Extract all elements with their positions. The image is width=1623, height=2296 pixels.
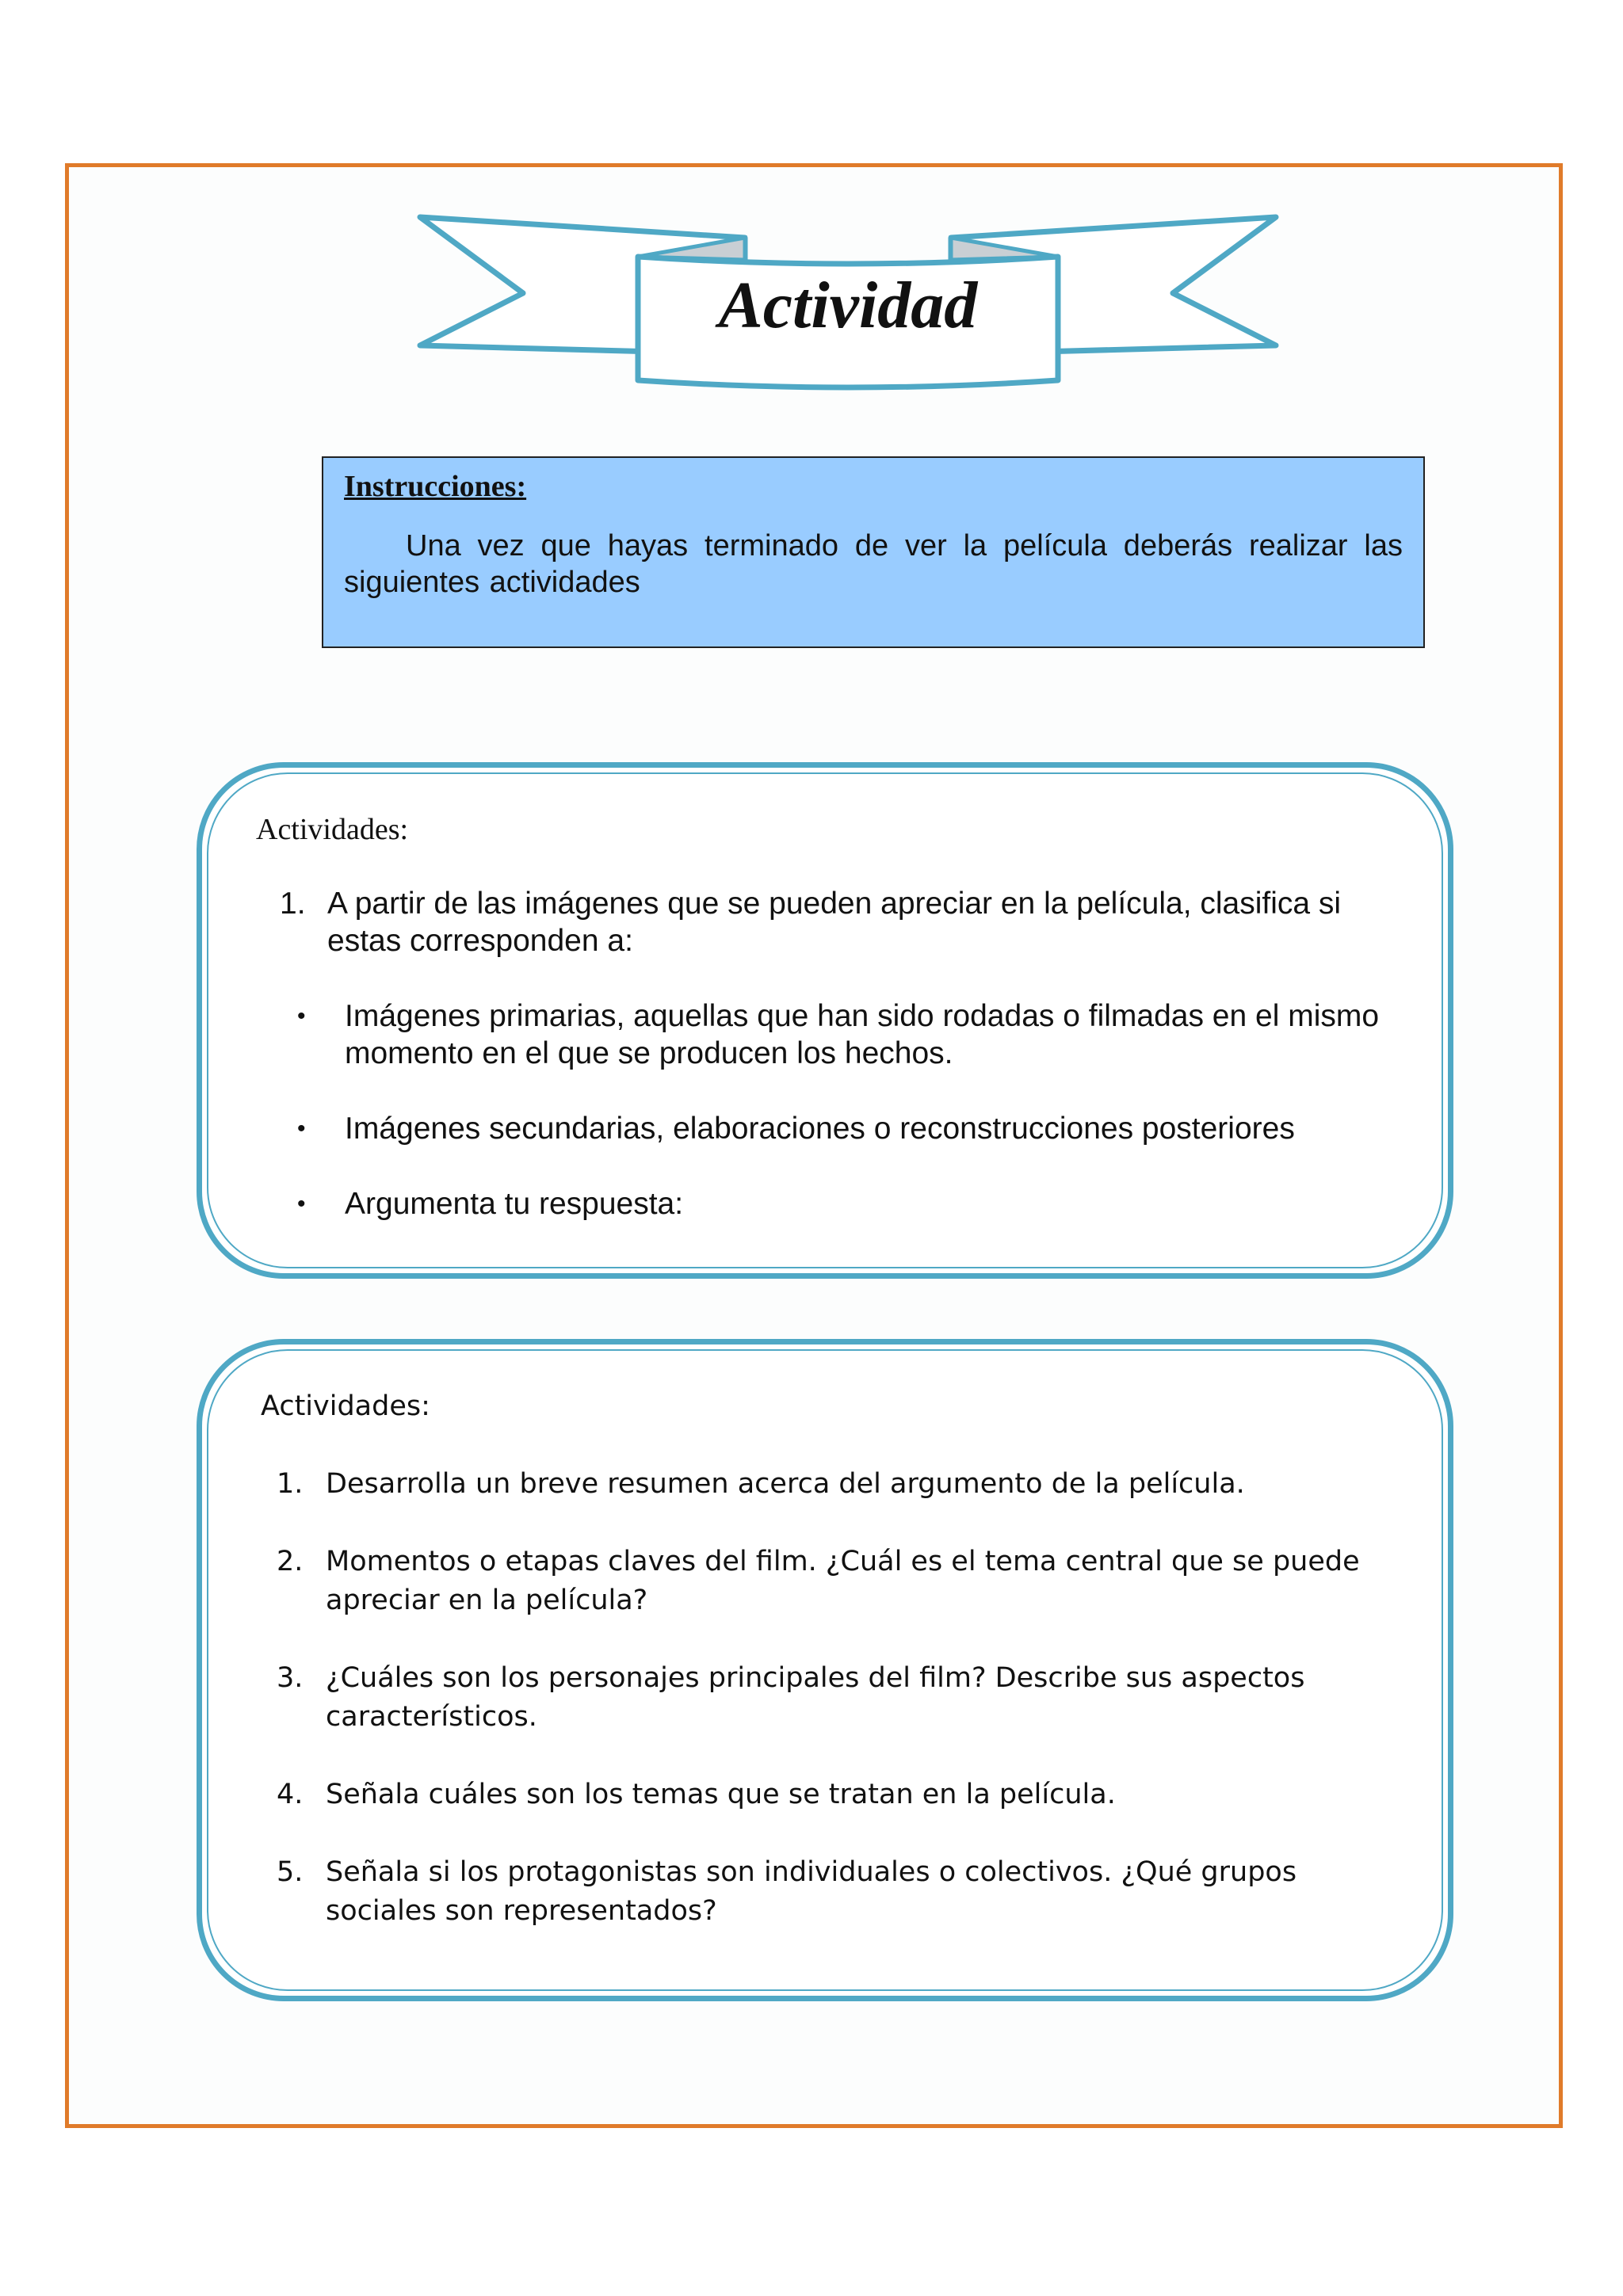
panel-2-list xyxy=(277,1465,1402,1970)
list-item-number: 4. xyxy=(277,1779,304,1810)
panel-2-heading: Actividades: xyxy=(261,1390,430,1422)
bullet-list xyxy=(280,997,1389,1222)
list-item-text: Desarrolla un breve resumen acerca del argumento de la película. xyxy=(326,1468,1245,1500)
bullet-text: Imágenes secundarias, elaboraciones o reconstrucciones posteriores xyxy=(345,1112,1295,1146)
bullet-text: Argumenta tu respuesta: xyxy=(345,1187,684,1221)
list-item-text: Señala cuáles son los temas que se tratan en la película. xyxy=(326,1779,1116,1810)
instructions-body: Una vez que hayas terminado de ver la película deberás realizar las siguientes actividades xyxy=(344,529,1403,599)
bullet-item xyxy=(280,997,1389,1072)
bullet-icon: • xyxy=(297,1191,306,1217)
list-item-text: ¿Cuáles son los personajes principales del film? Describe sus aspectos característicos. xyxy=(326,1662,1305,1733)
list-item-number: 1. xyxy=(280,887,306,921)
panel-1-list xyxy=(280,885,1389,1261)
page-title: Actividad xyxy=(718,269,978,342)
panel-1-heading: Actividades: xyxy=(256,813,409,846)
bullet-item xyxy=(280,1185,1389,1222)
list-item xyxy=(277,1543,1402,1620)
list-item xyxy=(280,885,1389,959)
bullet-text: Imágenes primarias, aquellas que han sido rodadas o filmadas en el mismo momento en el que se producen los hechos. xyxy=(345,999,1380,1070)
list-item xyxy=(277,1853,1402,1931)
list-item-text: Momentos o etapas claves del film. ¿Cuál es el tema central que se puede apreciar en la película? xyxy=(326,1546,1360,1616)
list-item xyxy=(277,1465,1402,1504)
list-item-number: 5. xyxy=(277,1856,304,1888)
list-item-text: A partir de las imágenes que se pueden apreciar en la película, clasifica si estas corresponden a: xyxy=(327,887,1342,958)
activities-panel-2 xyxy=(197,1339,1453,2001)
bullet-icon: • xyxy=(297,1003,306,1029)
instructions-heading: Instrucciones: xyxy=(344,470,527,503)
list-item-number: 1. xyxy=(277,1468,304,1500)
instructions-box xyxy=(322,456,1425,648)
list-item-number: 3. xyxy=(277,1662,304,1694)
bullet-icon: • xyxy=(297,1116,306,1142)
bullet-item xyxy=(280,1110,1389,1147)
list-item xyxy=(277,1659,1402,1737)
list-item xyxy=(277,1775,1402,1814)
activities-panel-1 xyxy=(197,762,1453,1279)
list-item-text: Señala si los protagonistas son individuales o colectivos. ¿Qué grupos sociales son representados? xyxy=(326,1856,1297,1927)
list-item-number: 2. xyxy=(277,1546,304,1577)
